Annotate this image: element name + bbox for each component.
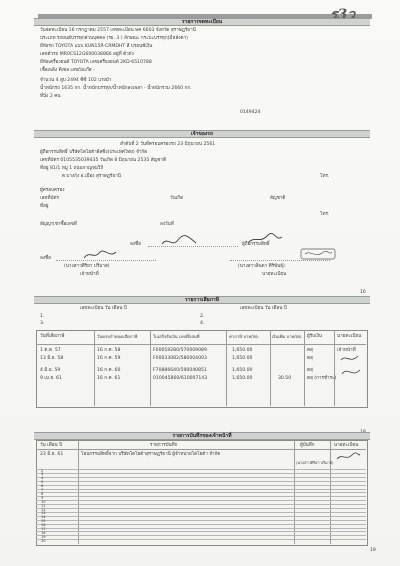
tax-row-4-due: 16 ก.ค. 61 (97, 376, 121, 381)
notes-first-recorder: (นางสาวศิริยา ปริมาส) (296, 460, 334, 465)
possessor-address: ที่อยู่ (40, 204, 49, 209)
notes-row-line (36, 528, 366, 529)
tax-row-4-surcharge: 30.50 (278, 376, 292, 381)
notes-row-number: 16 (41, 523, 46, 528)
notes-row-number: 8 (41, 491, 44, 496)
owner-section-header (34, 130, 370, 138)
tax-row-num-3: 3. (40, 321, 45, 326)
tax-page-mark: 16 (360, 290, 366, 295)
notes-row-line (36, 539, 366, 540)
tax-head-left: เลขทะเบียน วัน เดือน ปี (80, 306, 127, 311)
tax-row-num-2: 2. (200, 314, 205, 319)
officer-name: (นางสาวศิริยา ปริมาส) (64, 264, 110, 269)
owner-sign-role: ผู้ถือกรรมสิทธิ์ (242, 242, 270, 247)
vehicle-line-8: น้ำหนักรถ 1635 กก. น้ำหนักบรรทุก/น้ำหนักลงเพลา - น้ำหนักรวม 2660 กก. (40, 86, 192, 91)
notes-row-line (36, 508, 366, 509)
possessor-label: ผู้ครอบครอง (40, 188, 65, 193)
notes-row-line (36, 477, 366, 478)
tax-table-header-rule (36, 344, 366, 345)
tax-row-1-tax: 1,650.00 (232, 348, 253, 353)
vehicle-line-5: ยี่ห้อเครื่องยนต์ TOYOTA เลขเครื่องยนต์ 2KD-6510788 (40, 60, 152, 65)
registrar-name: (นางสาวลินดา ศิริพันธุ์) (238, 264, 285, 269)
notes-row-line (36, 485, 366, 486)
notes-registrar-signature (334, 450, 362, 462)
notes-row-number: 13 (41, 511, 46, 516)
registrar-stamp (300, 248, 336, 260)
notes-row-line (36, 516, 366, 517)
tax-row-num-4: 4. (200, 321, 205, 326)
notes-first-date: 23 มิ.ย. 61 (40, 452, 64, 457)
tax-row-1-receiver: ตสุ (307, 348, 313, 353)
tax-row-2-date: 13 มิ.ย. 58 (40, 356, 64, 361)
notes-row-number: 2 (41, 468, 44, 473)
owner-id: เลขที่บัตร 0105535039435 วันเกิด 8 มิถุนายน 2535 สัญชาติ (40, 158, 167, 163)
possessor-dob: วันเกิด (170, 196, 184, 201)
owner-address: ที่อยู่ 81/1 หมู่ 1 ถนนกาญจนวิถี (40, 166, 104, 171)
tax-row-1-date: 1 ต.ค. 57 (40, 348, 61, 353)
vehicle-line-6: เชื้อเพลิง ดีเซล เลขถังแก๊ส - (40, 68, 95, 73)
tax-row-3-receiver: ตสุ (307, 368, 313, 373)
notes-row-number: 14 (41, 515, 46, 520)
tax-section-header (34, 296, 370, 304)
tax-row-3-date: 4 มิ.ย. 59 (40, 368, 61, 373)
tax-col-registrar: นายทะเบียน (337, 334, 362, 339)
notes-row-line (36, 481, 366, 482)
vehicle-section-header (34, 18, 370, 26)
notes-col-date: วัน เดือน ปี (40, 443, 63, 448)
possessor-phone: โทร. (320, 212, 330, 217)
owner-sign-label: ลงชื่อ (130, 242, 141, 247)
notes-row-number: 11 (41, 503, 46, 508)
tax-row-4-tax: 1,650.00 (232, 376, 253, 381)
notes-row-number: 20 (41, 538, 46, 543)
tax-row-1-registrar: เจ้าหน้าที่ (337, 348, 356, 353)
registrar-sign-line (230, 260, 330, 261)
tax-row-2-due: 16 ก.ค. 59 (97, 356, 121, 361)
notes-row-number: 10 (41, 499, 46, 504)
notes-row-line (36, 469, 366, 470)
notes-row-number: 6 (41, 484, 44, 489)
notes-row-line (36, 512, 366, 513)
owner-phone-label: โทร. (320, 174, 330, 179)
vehicle-section-title: รายการจดทะเบียน (181, 19, 223, 25)
tax-row-2-receipt: F00033082/580004003 (153, 356, 207, 361)
contract-date: ลงวันที่ (160, 222, 174, 227)
officer-sign-label: ลงชื่อ (40, 256, 51, 261)
tax-row-1-receipt: F00059280/570009089 (153, 348, 207, 353)
tax-row-4-date: 9 เม.ย. 61 (40, 376, 62, 381)
owner-signature (160, 234, 200, 248)
notes-row-line (36, 531, 366, 532)
tax-row-3-due: 16 ก.ค. 60 (97, 368, 121, 373)
vehicle-line-1: วันจดทะเบียน 16 กรกฎาคม 2557 เลขทะเบียน ษค 6603 จังหวัด สุราษฎร์ธานี (40, 28, 196, 33)
vehicle-line-2: ประเภท รถยนต์บรรทุกส่วนบุคคล (รย. 3 ) ลักษณะ กระบะบรรทุก(มีหลังคา) (40, 36, 188, 41)
tax-col-divider (94, 330, 95, 406)
notes-section-title: รายการบันทึกของเจ้าหน้าที่ (172, 433, 232, 439)
tax-col-divider (270, 330, 271, 406)
tax-col-divider (304, 330, 305, 406)
tax-col-receipt: ใบเสร็จรับเงิน เลขที่/เล่มที่ (153, 334, 200, 339)
tax-col-tax: ค่าภาษี บาท/สต. (229, 334, 260, 339)
tax-col-receiver: ผู้รับเงิน (307, 334, 323, 339)
owner-seq: ลำดับที่ 2 วันที่ครอบครองรถ 23 มิถุนายน 2561 (120, 142, 216, 147)
notes-row-line (36, 535, 366, 536)
contract-label: สัญญาเช่าซื้อเลขที่ (40, 222, 77, 227)
notes-first-text: โอนกรรมสิทธิ์จาก บริษัทโตโยต้าสุราษฎร์ธานี ผู้จำหน่ายโตโยต้า จำกัด (81, 452, 221, 457)
tax-row-3-receipt: F70886640/590040851 (153, 368, 207, 373)
tax-row-2-tax: 1,650.00 (232, 356, 253, 361)
tax-row-4-receipt: 010045860/610007143 (153, 376, 208, 381)
officer-role: เจ้าหน้าที่ (80, 272, 99, 277)
notes-row-number: 17 (41, 527, 46, 531)
tax-row-4-receiver: ตสุ (การชำระ) (307, 376, 337, 381)
notes-row-line (36, 504, 366, 505)
notes-row-line (36, 496, 366, 497)
notes-row-number: 12 (41, 507, 46, 512)
owner-name: ผู้ถือกรรมสิทธิ์ บริษัทโตโยต้าลีสซิ่ง(ประเทศไทย) จำกัด (40, 150, 148, 155)
tax-col-due: วันครบกำหนดเสียภาษี (97, 334, 138, 339)
tax-col-date: วันที่เสียภาษี (40, 334, 65, 339)
tax-head-right: เลขทะเบียน วัน เดือน ปี (240, 306, 287, 311)
notes-row-number: 3 (41, 472, 44, 477)
vehicle-line-3: ยี่ห้อรถ TOYOTA แบบ KUN15R-CRMDHT สี บรอนซ์เงิน (40, 44, 153, 49)
notes-row-number: 5 (41, 480, 44, 485)
tax-registrar-signature (338, 352, 364, 382)
tax-col-divider (334, 330, 335, 406)
tax-col-divider (150, 330, 151, 406)
tax-row-num-1: 1. (40, 314, 45, 319)
tax-section-title: รายการเสียภาษี (184, 297, 220, 303)
notes-row-line (36, 524, 366, 525)
owner-section-title: เจ้าของรถ (190, 131, 214, 137)
vehicle-line-7: จำนวน 4 สูบ 2494 ซีซี 102 แรงม้า (40, 78, 112, 83)
notes-col-recorder: ผู้บันทึก (300, 443, 315, 448)
notes-row-number: 15 (41, 519, 46, 524)
vehicle-line-10: 0149424 (240, 110, 261, 115)
tax-col-divider (226, 330, 227, 406)
notes-row-line (36, 520, 366, 521)
registrar-role: นายทะเบียน (262, 272, 287, 277)
notes-row-line (36, 500, 366, 501)
notes-row-number: 19 (41, 534, 46, 539)
notes-header-rule (36, 449, 366, 450)
vehicle-line-4: เลขตัวรถ MR0CS12G600038866 อยู่ที่ ตัวถัง (40, 52, 134, 57)
possessor-id: เลขที่บัตร (40, 196, 59, 201)
notes-row-number: 7 (41, 488, 44, 492)
tax-row-2-receiver: ตสุ (307, 356, 313, 361)
owner-address-2: ต.บางกุ้ง อ.เมือง สุราษฎร์ธานี (62, 174, 121, 179)
notes-row-number: 18 (41, 530, 46, 535)
page-number: 19 (370, 548, 376, 553)
notes-row-number: 4 (41, 476, 44, 481)
notes-section-header (34, 432, 370, 440)
notes-col-registrar: นายทะเบียน (334, 443, 359, 448)
tax-row-3-tax: 1,650.00 (232, 368, 253, 373)
tax-col-surcharge: เงินเพิ่ม บาท/สต. (272, 334, 303, 339)
notes-row-line (36, 489, 366, 490)
officer-signature (80, 246, 120, 262)
notes-row-line (36, 492, 366, 493)
notes-row-number: 9 (41, 495, 44, 500)
possessor-nationality: สัญชาติ (270, 196, 286, 201)
vehicle-line-9: ที่นั่ง 2 คน (40, 94, 61, 99)
notes-col-entry: รายการบันทึก (150, 443, 178, 448)
tax-row-1-due: 16 ก.ค. 58 (97, 348, 121, 353)
notes-row-line (36, 473, 366, 474)
owner-signature-2 (245, 232, 285, 246)
